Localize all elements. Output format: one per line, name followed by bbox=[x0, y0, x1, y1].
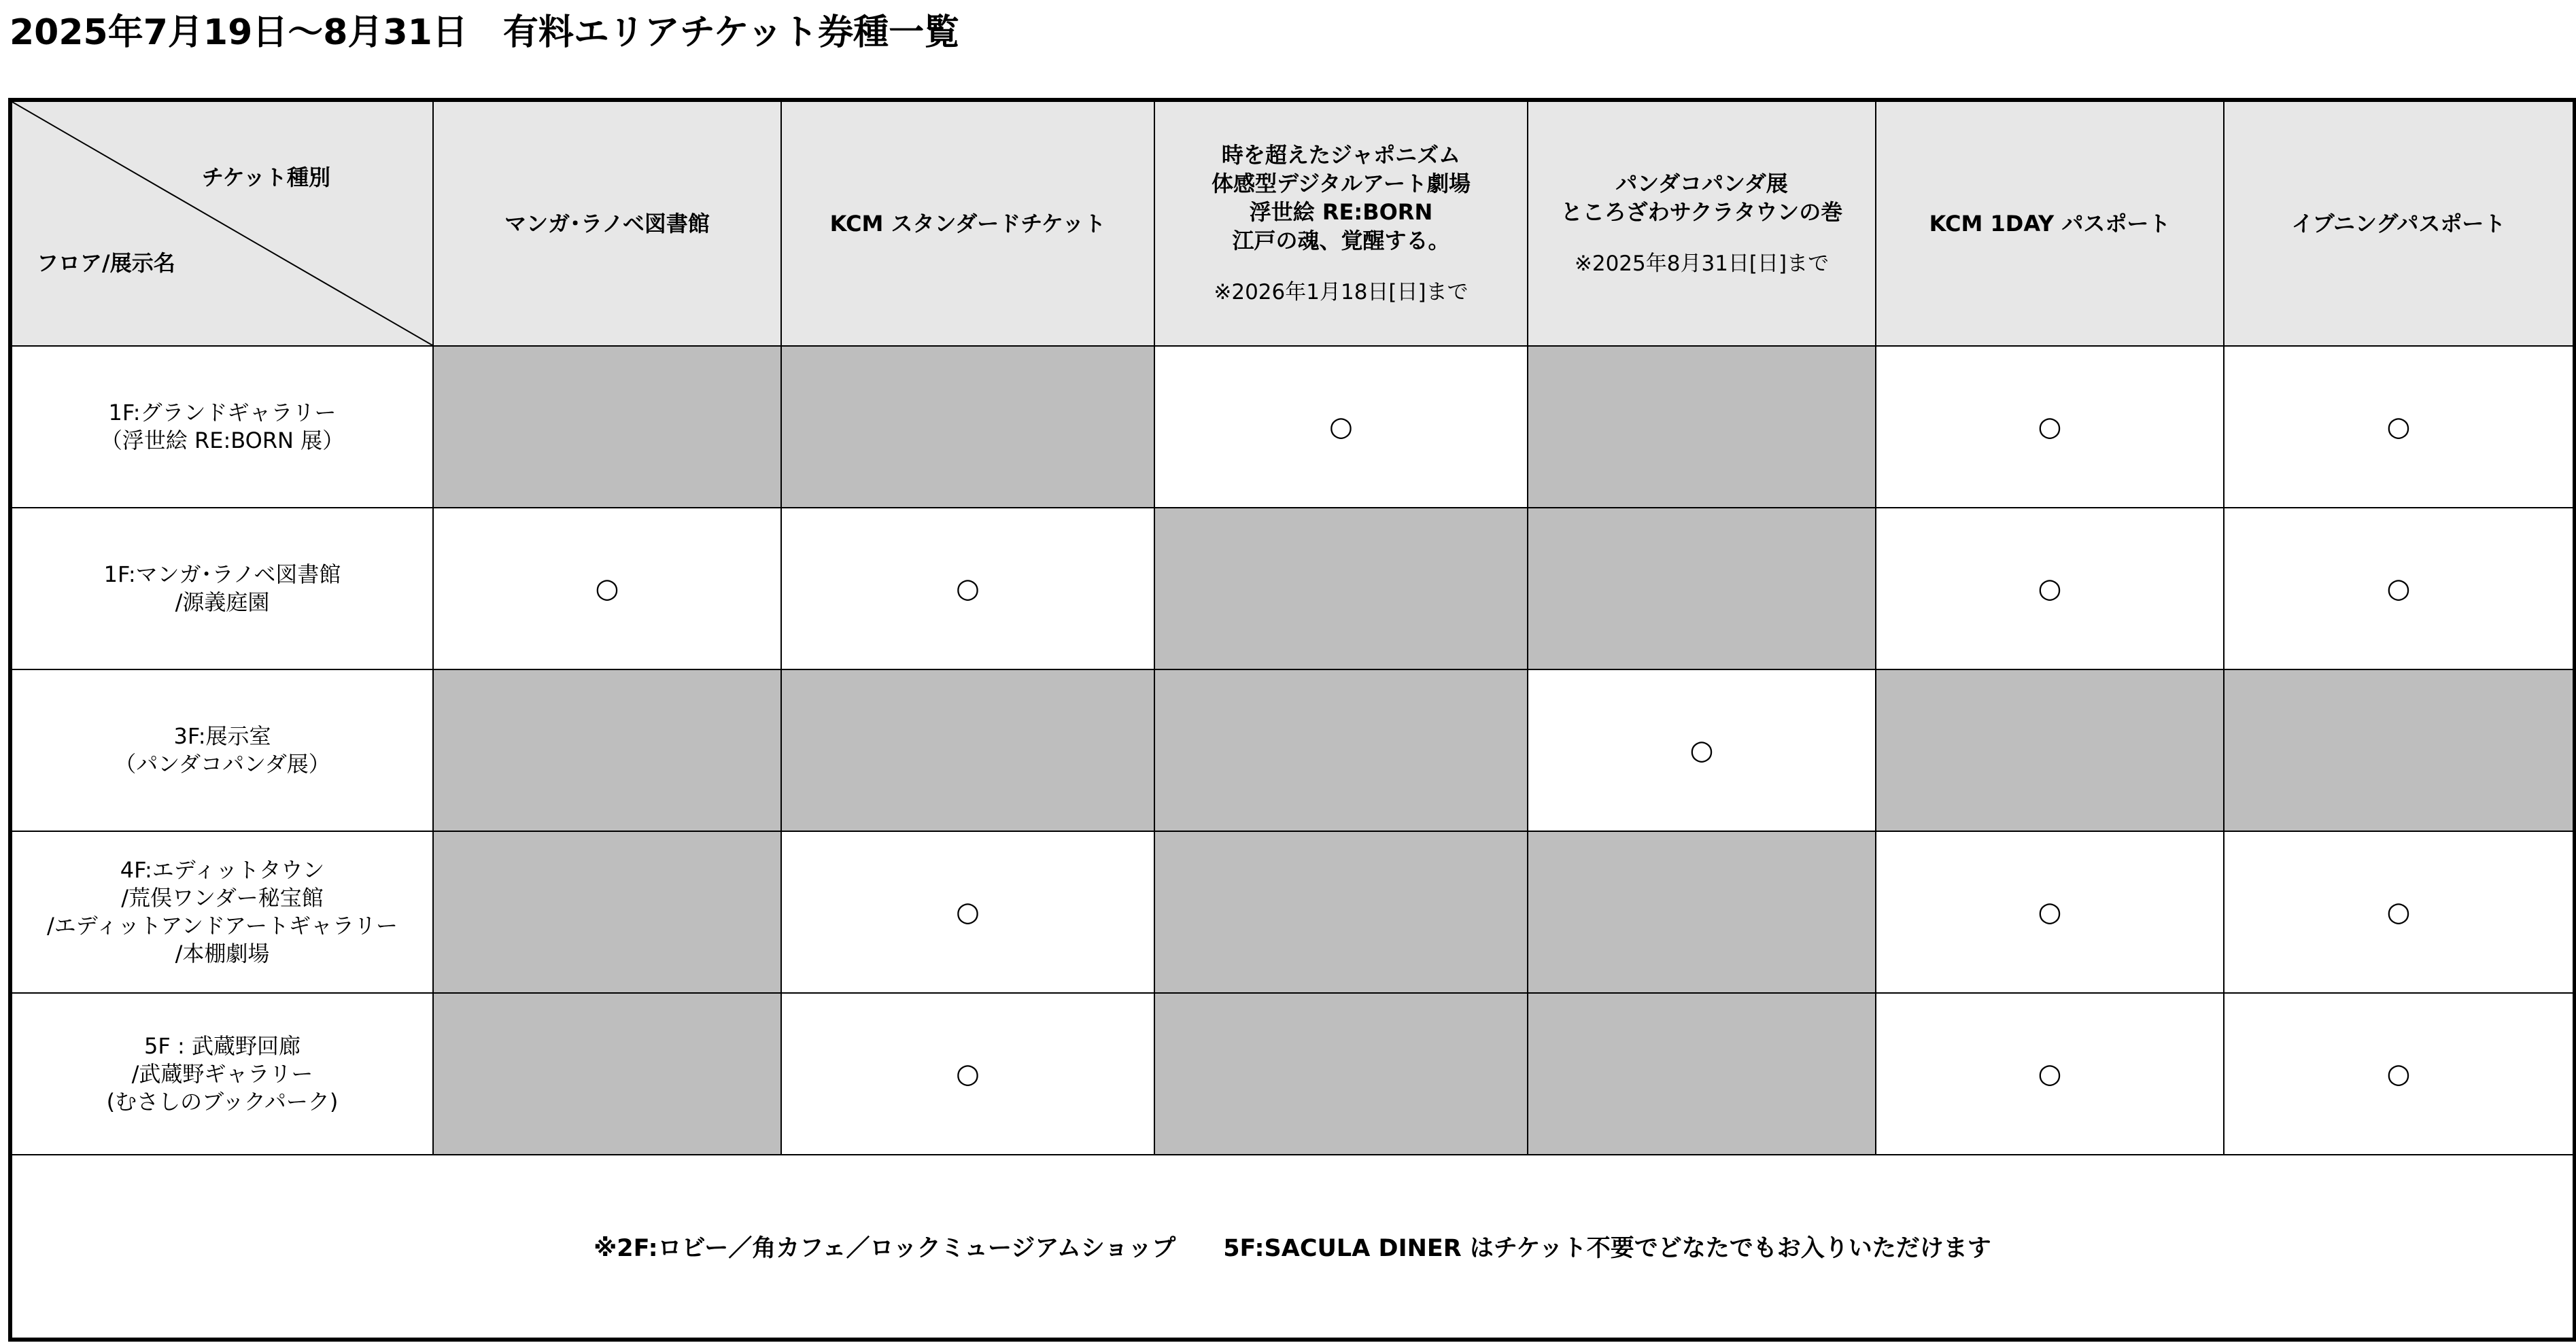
table-cell bbox=[781, 508, 1154, 669]
column-header-line: 浮世絵 RE:BORN bbox=[1249, 199, 1433, 225]
available-mark: ○ bbox=[956, 573, 980, 604]
table-cell bbox=[781, 669, 1154, 831]
table-cell bbox=[1528, 508, 1876, 669]
table-cell bbox=[1528, 669, 1876, 831]
diagonal-divider-line bbox=[12, 102, 432, 345]
available-mark: ○ bbox=[1329, 411, 1353, 442]
row-label-line: /エディットアンドアートギャラリー bbox=[46, 913, 398, 939]
table-cell bbox=[1154, 993, 1528, 1155]
table-cell bbox=[433, 669, 781, 831]
row-label-line: 5F : 武蔵野回廊 bbox=[144, 1032, 300, 1059]
row-label-line: 3F:展示室 bbox=[173, 723, 271, 749]
table-cell bbox=[781, 993, 1154, 1155]
column-header-line: KCM 1DAY パスポート bbox=[1929, 211, 2171, 237]
ticket-type-axis-label: チケット種別 bbox=[201, 164, 330, 190]
page-title: 2025年7月19日～8月31日 有料エリアチケット券種一覧 bbox=[10, 12, 960, 53]
table-cell bbox=[433, 993, 781, 1155]
column-header-manga-library bbox=[433, 100, 781, 346]
free-area-note: ※2F:ロビー／角カフェ／ロックミュージアムショップ 5F:SACULA DINER はチケット不要でどなたでもお入りいただけます bbox=[10, 1155, 2575, 1340]
table-cell bbox=[2224, 993, 2575, 1155]
column-header-period-note: ※2025年8月31日[日]まで bbox=[1574, 251, 1830, 276]
row-label-3f-exhibition-room bbox=[10, 669, 433, 831]
table-cell bbox=[2224, 831, 2575, 993]
table-cell bbox=[1876, 831, 2224, 993]
table-cell bbox=[1876, 346, 2224, 508]
row-label-line: 4F:エディットタウン bbox=[120, 857, 325, 883]
available-mark: ○ bbox=[595, 573, 619, 604]
table-cell bbox=[1876, 508, 2224, 669]
available-mark: ○ bbox=[956, 1058, 980, 1089]
table-row bbox=[10, 346, 2575, 508]
table-cell bbox=[433, 346, 781, 508]
available-mark: ○ bbox=[2386, 411, 2411, 442]
column-header-period-note: ※2026年1月18日[日]まで bbox=[1214, 280, 1469, 304]
row-label-1f-grand-gallery bbox=[10, 346, 433, 508]
row-label-line: （浮世絵 RE:BORN 展） bbox=[100, 428, 345, 453]
column-header-line: 体感型デジタルアート劇場 bbox=[1211, 171, 1471, 196]
table-cell bbox=[1154, 831, 1528, 993]
row-label-line: (むさしのブックパーク) bbox=[106, 1088, 339, 1115]
row-label-line: 1F:マンガ･ラノベ図書館 bbox=[103, 561, 341, 587]
column-header-line: パンダコパンダ展 bbox=[1615, 171, 1788, 196]
table-cell bbox=[1154, 508, 1528, 669]
available-mark: ○ bbox=[2386, 896, 2411, 928]
available-mark: ○ bbox=[956, 896, 980, 928]
header-row bbox=[10, 100, 2575, 346]
table-row bbox=[10, 831, 2575, 993]
available-mark: ○ bbox=[2386, 573, 2411, 604]
ticket-type-table bbox=[8, 98, 2576, 1342]
available-mark: ○ bbox=[1689, 735, 1714, 766]
table-cell bbox=[781, 831, 1154, 993]
table-cell bbox=[2224, 669, 2575, 831]
table-cell bbox=[1528, 346, 1876, 508]
row-label-line: 1F:グランドギャラリー bbox=[108, 400, 337, 425]
table-cell bbox=[2224, 346, 2575, 508]
available-mark: ○ bbox=[2038, 573, 2062, 604]
column-header-kcm-standard bbox=[781, 100, 1154, 346]
table-cell bbox=[1876, 993, 2224, 1155]
row-label-5f-musashino-corridor bbox=[10, 993, 433, 1155]
column-header-panda-kopanda bbox=[1528, 100, 1876, 346]
column-header-line: 江戸の魂、覚醒する。 bbox=[1232, 228, 1450, 254]
available-mark: ○ bbox=[2038, 1058, 2062, 1089]
table-cell bbox=[433, 508, 781, 669]
table-cell bbox=[781, 346, 1154, 508]
table-cell bbox=[2224, 508, 2575, 669]
table-cell bbox=[1154, 346, 1528, 508]
corner-header-cell bbox=[10, 100, 433, 346]
table-row bbox=[10, 669, 2575, 831]
table-cell bbox=[433, 831, 781, 993]
column-header-line: KCM スタンダードチケット bbox=[829, 211, 1106, 237]
table-cell bbox=[1528, 831, 1876, 993]
table-row bbox=[10, 508, 2575, 669]
column-header-1day-passport bbox=[1876, 100, 2224, 346]
row-label-4f-edit-town bbox=[10, 831, 433, 993]
column-header-ukiyoe-reborn bbox=[1154, 100, 1528, 346]
column-header-evening-passport bbox=[2224, 100, 2575, 346]
table-cell bbox=[1154, 669, 1528, 831]
column-header-line: 時を超えたジャポニズム bbox=[1221, 142, 1461, 168]
row-label-line: /荒俣ワンダー秘宝館 bbox=[121, 885, 324, 911]
table-cell bbox=[1528, 993, 1876, 1155]
available-mark: ○ bbox=[2038, 896, 2062, 928]
row-label-line: /武蔵野ギャラリー bbox=[131, 1060, 313, 1087]
available-mark: ○ bbox=[2386, 1058, 2411, 1089]
row-label-1f-manga-library bbox=[10, 508, 433, 669]
table-cell bbox=[1876, 669, 2224, 831]
column-header-line: イブニングパスポート bbox=[2291, 211, 2506, 237]
row-label-line: /源義庭園 bbox=[175, 589, 270, 615]
row-label-line: /本棚劇場 bbox=[175, 941, 270, 966]
footer-row bbox=[10, 1155, 2575, 1340]
available-mark: ○ bbox=[2038, 411, 2062, 442]
floor-exhibit-axis-label: フロア/展示名 bbox=[37, 250, 175, 276]
column-header-line: マンガ･ラノベ図書館 bbox=[504, 211, 710, 237]
row-label-line: （パンダコパンダ展） bbox=[114, 751, 330, 777]
column-header-line: ところざわサクラタウンの巻 bbox=[1560, 199, 1843, 225]
table-row bbox=[10, 993, 2575, 1155]
